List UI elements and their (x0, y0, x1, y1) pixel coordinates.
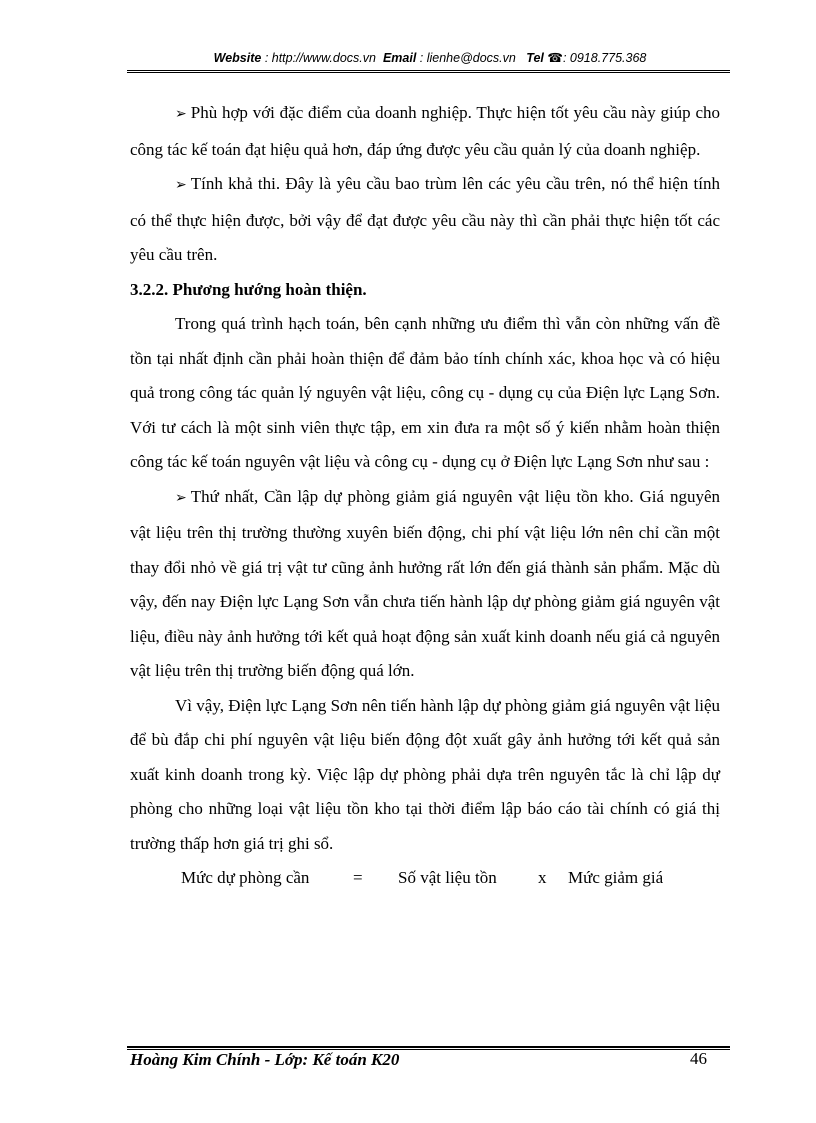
formula-term1: Số vật liệu tồn (398, 868, 497, 887)
formula-term2: Mức giảm giá (568, 868, 664, 887)
website-label: Website (213, 51, 262, 65)
paragraph-first-point: ➢ Thứ nhất, Cần lập dự phòng giảm giá nguyên vật liệu tồn kho. Giá nguyên vật liệu trên thị trường thường xuyên biến động, chi phí vật liệu lớn nên chỉ cần một thay đổi nhỏ về giá trị vật tư cũng ảnh hưởng rất lớn đến giá thành sản phẩm. Mặc dù vậy, đến nay Điện lực Lạng Sơn vẫn chưa tiến hành lập dự phòng giảm giá nguyên vật liệu, điều này ảnh hưởng tới kết quả hoạt động sản xuất kinh doanh nếu giá cả nguyên vật liệu trên thị trường biến động quá lớn. (130, 480, 720, 689)
formula-lhs: Mức dự phòng cần (181, 868, 310, 887)
paragraph-intro: Trong quá trình hạch toán, bên cạnh những ưu điểm thì vẫn còn những vấn đề tồn tại nhất định cần phải hoàn thiện để đảm bảo tính chính xác, khoa học và có hiệu quả trong công tác quản lý nguyên vật liệu, công cụ - dụng cụ của Điện lực Lạng Sơn. Với tư cách là một sinh viên thực tập, em xin đưa ra một số ý kiến nhằm hoàn thiện công tác kế toán nguyên vật liệu và công cụ - dụng cụ ở Điện lực Lạng Sơn như sau : (130, 314, 720, 471)
formula (130, 861, 720, 896)
page-number: 46 (690, 1049, 707, 1068)
section-heading: 3.2.2. Phương hướng hoàn thiện. (130, 279, 367, 299)
footer-author: Hoàng Kim Chính - Lớp: Kế toán K20 (130, 1050, 400, 1069)
page-header (130, 50, 730, 65)
formula-eq: = (353, 868, 363, 887)
tel-value: : 0918.775.368 (562, 51, 647, 65)
email-value: : lienhe@docs.vn (419, 51, 516, 65)
paragraph-suitability: ➢ Phù hợp với đặc điểm của doanh nghiệp. Thực hiện tốt yêu cầu này giúp cho công tác kế toán đạt hiệu quả hơn, đáp ứng được yêu cầu quản lý của doanh nghiệp. (130, 96, 720, 167)
page-body (130, 96, 720, 896)
paragraph-feasibility: ➢ Tính khả thi. Đây là yêu cầu bao trùm lên các yêu cầu trên, nó thể hiện tính có thể thực hiện được, bởi vậy để đạt được yêu cầu này thì cần phải thực hiện tốt các yêu cầu trên. (130, 167, 720, 273)
header-rule (127, 70, 730, 73)
phone-icon: ☎ (547, 51, 563, 65)
tel-label: Tel (526, 51, 544, 65)
paragraph-therefore: Vì vậy, Điện lực Lạng Sơn nên tiến hành lập dự phòng giảm giá nguyên vật liệu để bù đắp chi phí nguyên vật liệu biến động đột xuất gây ảnh hưởng tới kết quả sản xuất kinh doanh trong kỳ. Việc lập dự phòng phải dựa trên nguyên tắc là chỉ lập dự phòng cho những loại vật liệu tồn kho tại thời điểm lập báo cáo tài chính có giá thị trường thấp hơn giá trị ghi sổ. (130, 695, 720, 853)
email-label: Email (382, 51, 417, 65)
formula-op: x (538, 868, 547, 887)
website-value: : http://www.docs.vn (264, 51, 376, 65)
